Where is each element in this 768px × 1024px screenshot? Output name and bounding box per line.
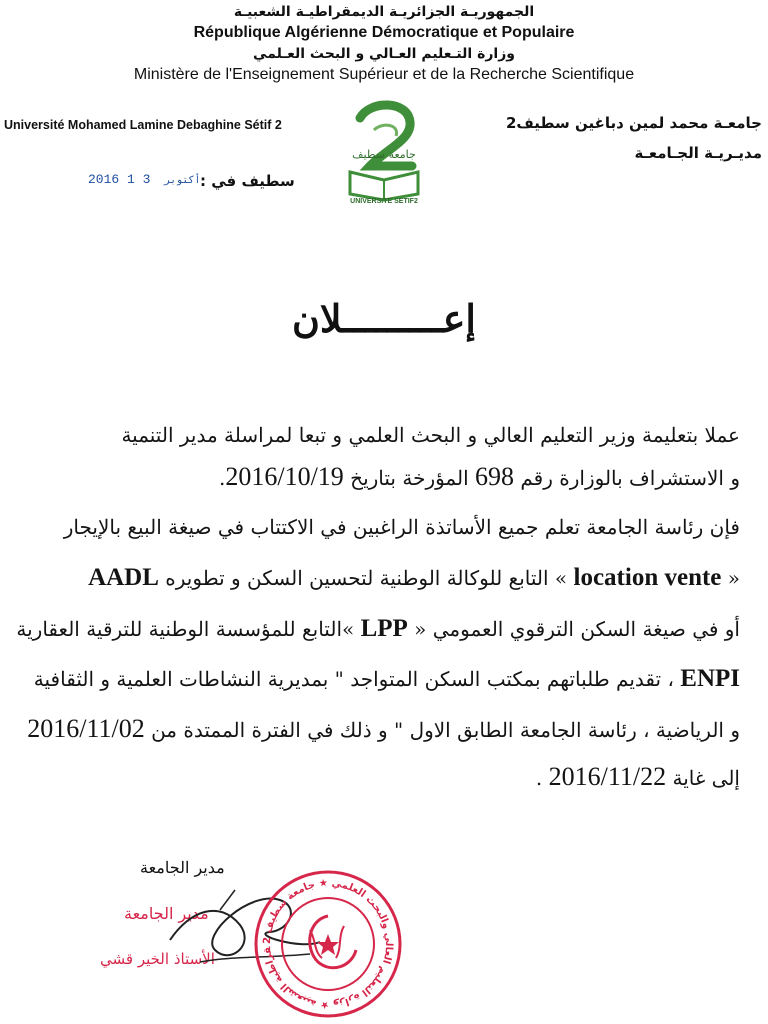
body-line-4-open-quote: « xyxy=(727,566,740,590)
university-logo xyxy=(330,100,438,212)
signatory-title: مدير الجامعة xyxy=(140,858,225,877)
period-end-date: 2016/11/22 xyxy=(548,762,667,791)
university-name-fr: Université Mohamed Lamine Debaghine Sétif 2 xyxy=(4,118,282,132)
ministry-letter-number: 698 xyxy=(475,462,515,491)
body-line-5-text-b: »التابع للمؤسسة الوطنية للترقية العقارية xyxy=(16,617,355,641)
official-seal xyxy=(252,868,404,1020)
date-stamp-year: 2016 xyxy=(88,172,120,187)
body-line-7-text: و الرياضية ، رئاسة الجامعة الطابق الاول " و ذلك في الفترة الممتدة من xyxy=(151,718,740,742)
university-logo-graphic xyxy=(330,100,438,212)
body-line-8 xyxy=(20,762,740,793)
enpi-acronym: ENPI xyxy=(680,665,740,692)
body-line-1: عملا بتعليمة وزير التعليم العالي و البحث العلمي و تبعا لمراسلة مدير التنمية xyxy=(121,423,740,447)
body-line-2-text-a: و الاستشراف بالوزارة رقم xyxy=(520,466,740,490)
date-stamp-day: 3 1 xyxy=(127,172,151,187)
date-stamp-month: أكتوبر xyxy=(164,176,201,187)
official-seal-graphic xyxy=(252,868,404,1020)
date-stamp xyxy=(88,172,206,187)
lpp-acronym: LPP xyxy=(360,615,408,642)
body-line-6-text: ، تقديم طلباتهم بمكتب السكن المتواجد " بمديرية النشاطات العلمية و الثقافية xyxy=(33,667,674,691)
body-line-5 xyxy=(16,614,740,644)
body-line-8-period: . xyxy=(535,766,543,790)
body-line-6 xyxy=(20,664,740,694)
ministry-ar: وزارة التـعليم العـالي و البحث العـلمي xyxy=(253,46,515,62)
ministry-fr: Ministère de l'Enseignement Supérieur et de la Recherche Scientifique xyxy=(133,66,635,83)
republic-ar: الجمهوريـة الجزائريـة الديمقراطيـة الشعبيـة xyxy=(233,4,535,20)
body-line-4-text: » التابع للوكالة الوطنية لتحسين السكن و تطويره xyxy=(165,566,568,590)
university-name-ar: جامعـة محمد لمين دباغين سطيف2 xyxy=(505,114,762,132)
body-line-2-text-b: المؤرخة بتاريخ xyxy=(350,466,469,490)
body-line-5-text-a: أو في صيغة السكن الترقوي العمومي « xyxy=(414,617,740,641)
ministry-letter-date: 2016/10/19 xyxy=(225,462,344,491)
logo-caption: UNIVERSITE SETIF2 xyxy=(350,198,418,205)
body-line-7 xyxy=(20,714,740,745)
seal-ring-text: قراطية الشعبية ★ وزارة التعليم العالي والبحث العلمي ★ جامعة سطيف 2 xyxy=(261,877,395,1011)
svg-text:جامعة سطيف: جامعة سطيف xyxy=(352,148,416,161)
directorate-ar: مديـريـة الجـامعـة xyxy=(634,144,762,162)
signatory-stamp-title: مدير الجامعة xyxy=(124,904,209,923)
location-vente-term: location vente xyxy=(573,564,722,591)
signatory-stamp-name: الأستاذ الخير قشي xyxy=(100,950,215,968)
period-start-date: 2016/11/02 xyxy=(27,714,145,743)
republic-fr: République Algérienne Démocratique et Populaire xyxy=(193,24,575,41)
place-date-label: سطيف في : xyxy=(200,172,295,190)
document-title: إعـــــــــلان xyxy=(291,296,476,341)
aadl-acronym: AADL xyxy=(88,564,159,591)
body-line-8-text: إلى غاية xyxy=(672,766,740,790)
body-line-2: و الاستشراف بالوزارة رقم 698 المؤرخة بتاريخ 2016/10/19. xyxy=(219,462,740,491)
body-line-4 xyxy=(20,563,740,593)
body-line-3: فإن رئاسة الجامعة تعلم جميع الأساتذة الراغبين في الاكتتاب في صيغة البيع بالإيجار xyxy=(63,515,740,539)
